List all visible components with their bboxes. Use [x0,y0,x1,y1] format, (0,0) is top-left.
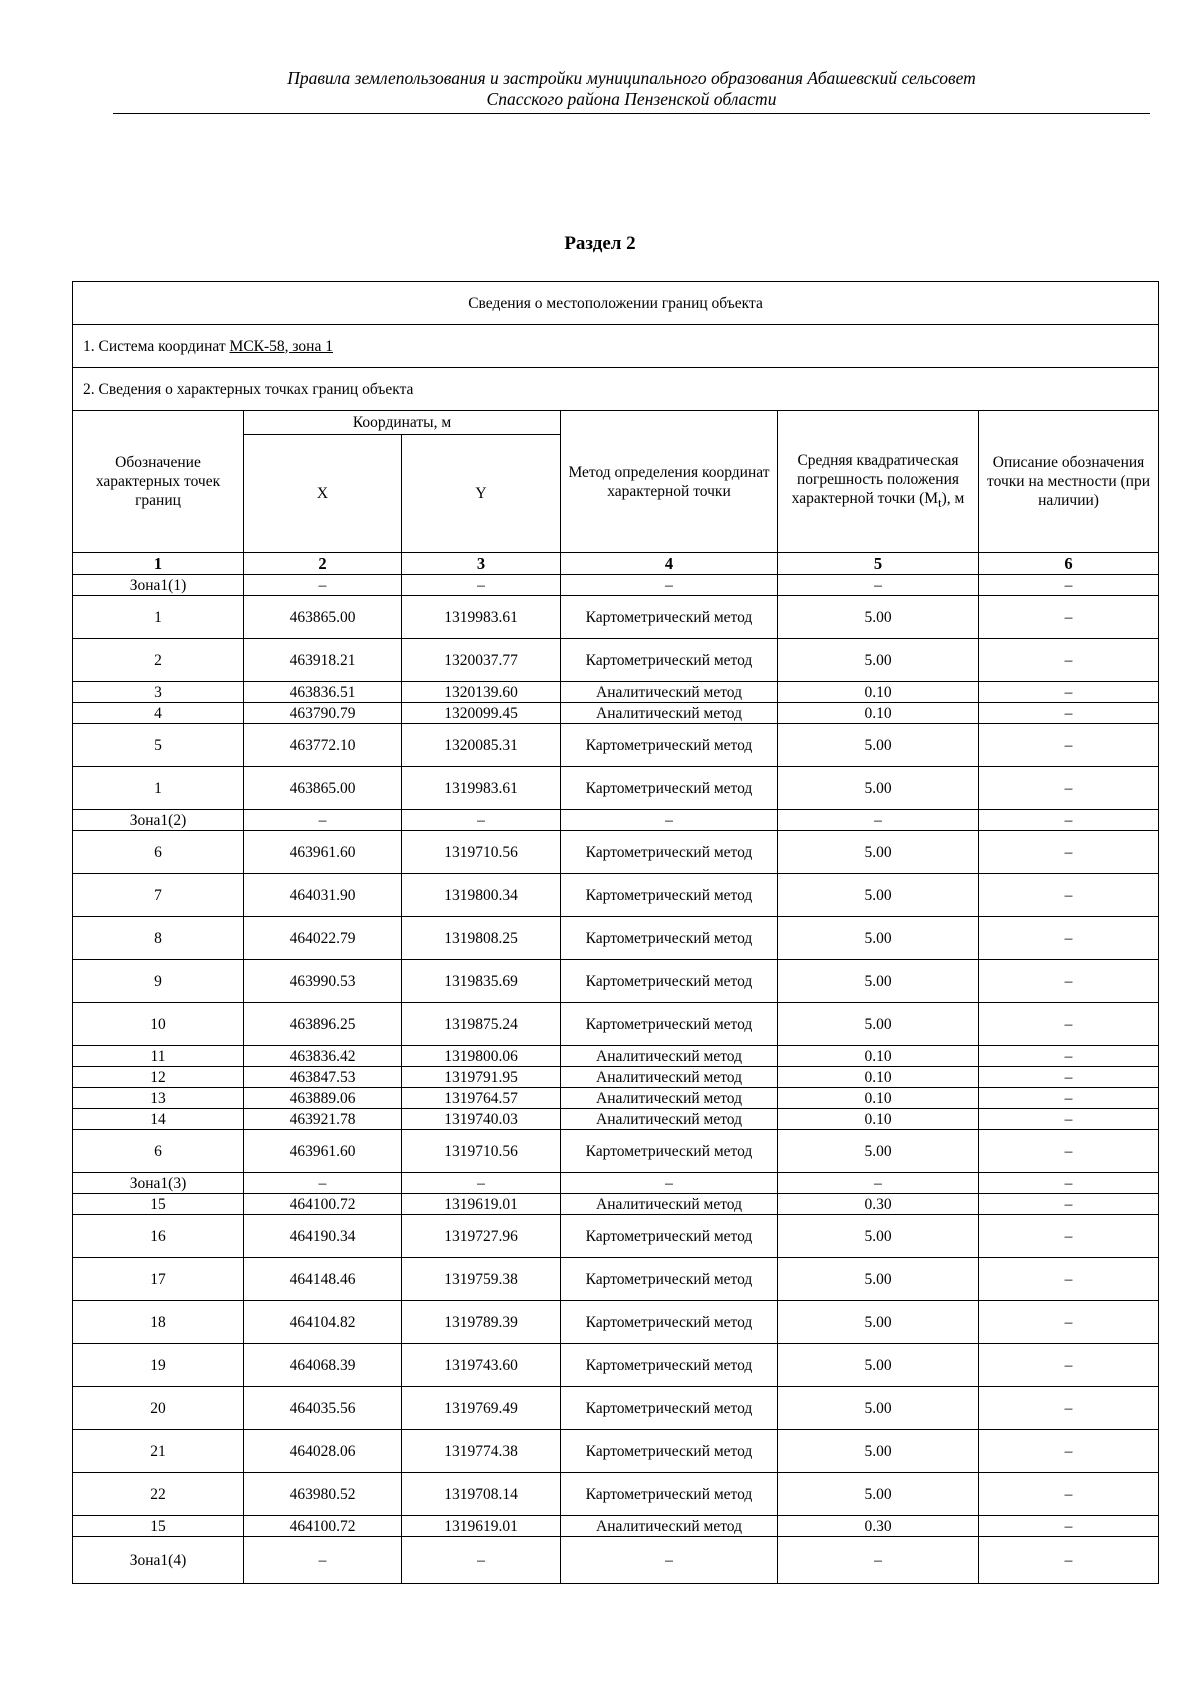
error-cell: 0.10 [778,1046,979,1067]
point-cell: Зона1(2) [73,810,244,831]
description-cell: – [979,1537,1159,1584]
description-cell: – [979,1109,1159,1130]
zone-row [73,1537,1159,1584]
description-cell: – [979,1194,1159,1215]
coord-system-label: 1. Система координат [83,337,230,355]
point-cell: 18 [73,1301,244,1344]
column-numbers-row [73,553,1159,575]
method-cell: Картометрический метод [561,1473,778,1516]
error-cell: 5.00 [778,874,979,917]
error-cell: 5.00 [778,639,979,682]
col-number: 1 [73,553,244,575]
method-cell: Аналитический метод [561,1194,778,1215]
method-cell: – [561,1173,778,1194]
header-error-sub: t [938,495,942,511]
y-cell: 1319710.56 [402,1130,561,1173]
error-cell: – [778,575,979,596]
point-cell: 4 [73,703,244,724]
point-cell: 15 [73,1516,244,1537]
table-row [73,1215,1159,1258]
header-error [778,411,979,553]
method-cell: – [561,810,778,831]
table-row [73,1067,1159,1088]
description-cell: – [979,1067,1159,1088]
description-cell: – [979,874,1159,917]
error-cell: 5.00 [778,724,979,767]
point-cell: 6 [73,1130,244,1173]
error-cell: 5.00 [778,1003,979,1046]
point-cell: 16 [73,1215,244,1258]
col-number: 2 [244,553,402,575]
point-cell: 15 [73,1194,244,1215]
description-cell: – [979,1173,1159,1194]
y-cell: – [402,575,561,596]
x-cell: 463961.60 [244,831,402,874]
x-cell: 463896.25 [244,1003,402,1046]
method-cell: Картометрический метод [561,1344,778,1387]
description-cell: – [979,1516,1159,1537]
table-row [73,596,1159,639]
point-cell: 20 [73,1387,244,1430]
description-cell: – [979,1473,1159,1516]
y-cell: 1319708.14 [402,1473,561,1516]
point-cell: 7 [73,874,244,917]
error-cell: 5.00 [778,1215,979,1258]
point-cell: 14 [73,1109,244,1130]
x-cell: 463836.42 [244,1046,402,1067]
x-cell: 464068.39 [244,1344,402,1387]
header-error-text: Средняя квадратическая погрешность положения характерной точки (M [791,451,960,507]
x-cell: 464104.82 [244,1301,402,1344]
x-cell: 463889.06 [244,1088,402,1109]
description-cell: – [979,682,1159,703]
header-coordinates: Координаты, м [244,411,561,435]
method-cell: Аналитический метод [561,1046,778,1067]
point-cell: 12 [73,1067,244,1088]
error-cell: 0.10 [778,703,979,724]
error-cell: 5.00 [778,917,979,960]
method-cell: Картометрический метод [561,917,778,960]
description-cell: – [979,1430,1159,1473]
error-cell: 0.10 [778,1067,979,1088]
error-cell: 0.10 [778,682,979,703]
point-cell: 11 [73,1046,244,1067]
error-cell: 5.00 [778,1301,979,1344]
method-cell: Картометрический метод [561,960,778,1003]
table-row [73,1109,1159,1130]
error-cell: 0.10 [778,1088,979,1109]
table-row [73,960,1159,1003]
point-cell: 1 [73,767,244,810]
table-row [73,1387,1159,1430]
x-cell: 463790.79 [244,703,402,724]
method-cell: – [561,575,778,596]
table-row [73,639,1159,682]
method-cell: Картометрический метод [561,1130,778,1173]
point-cell: 9 [73,960,244,1003]
y-cell: 1320037.77 [402,639,561,682]
method-cell: Картометрический метод [561,1301,778,1344]
table-row [73,1344,1159,1387]
description-cell: – [979,575,1159,596]
x-cell: 464100.72 [244,1516,402,1537]
point-cell: 5 [73,724,244,767]
description-cell: – [979,1046,1159,1067]
error-cell: – [778,1537,979,1584]
description-cell: – [979,810,1159,831]
x-cell: – [244,575,402,596]
x-cell: 464190.34 [244,1215,402,1258]
point-cell: 19 [73,1344,244,1387]
point-cell: 1 [73,596,244,639]
method-cell: – [561,1537,778,1584]
error-cell: 5.00 [778,1130,979,1173]
y-cell: 1319791.95 [402,1067,561,1088]
method-cell: Аналитический метод [561,1109,778,1130]
x-cell: 464031.90 [244,874,402,917]
description-cell: – [979,1215,1159,1258]
table-title: Сведения о местоположении границ объекта [73,282,1159,325]
method-cell: Аналитический метод [561,1088,778,1109]
x-cell: 464148.46 [244,1258,402,1301]
error-cell: 5.00 [778,1258,979,1301]
y-cell: – [402,810,561,831]
method-cell: Картометрический метод [561,596,778,639]
method-cell: Картометрический метод [561,767,778,810]
description-cell: – [979,596,1159,639]
y-cell: 1319800.34 [402,874,561,917]
x-cell: 464100.72 [244,1194,402,1215]
y-cell: 1319710.56 [402,831,561,874]
method-cell: Картометрический метод [561,1003,778,1046]
error-cell: 5.00 [778,1430,979,1473]
header-line-2: Спасского района Пензенской области [486,89,777,109]
description-cell: – [979,1344,1159,1387]
y-cell: 1319808.25 [402,917,561,960]
x-cell: 464028.06 [244,1430,402,1473]
point-cell: 6 [73,831,244,874]
y-cell: 1319740.03 [402,1109,561,1130]
description-cell: – [979,1130,1159,1173]
error-cell: 5.00 [778,1387,979,1430]
point-cell: 10 [73,1003,244,1046]
error-cell: – [778,1173,979,1194]
description-cell: – [979,1088,1159,1109]
table-body [73,282,1159,1584]
error-cell: 5.00 [778,1473,979,1516]
y-cell: 1320139.60 [402,682,561,703]
description-cell: – [979,639,1159,682]
point-cell: Зона1(3) [73,1173,244,1194]
description-cell: – [979,767,1159,810]
error-cell: 5.00 [778,960,979,1003]
y-cell: 1319983.61 [402,596,561,639]
y-cell: 1320099.45 [402,703,561,724]
point-cell: 2 [73,639,244,682]
y-cell: 1320085.31 [402,724,561,767]
col-number: 6 [979,553,1159,575]
method-cell: Аналитический метод [561,703,778,724]
x-cell: 463865.00 [244,767,402,810]
table-row [73,1258,1159,1301]
point-cell: Зона1(1) [73,575,244,596]
x-cell: 463772.10 [244,724,402,767]
x-cell: 464022.79 [244,917,402,960]
point-cell: 13 [73,1088,244,1109]
y-cell: – [402,1173,561,1194]
col-number: 5 [778,553,979,575]
y-cell: 1319769.49 [402,1387,561,1430]
table-row [73,1194,1159,1215]
method-cell: Картометрический метод [561,724,778,767]
table-row [73,703,1159,724]
point-cell: 3 [73,682,244,703]
point-cell: 21 [73,1430,244,1473]
error-cell: 5.00 [778,767,979,810]
header-designation: Обозначение характерных точек границ [73,411,244,553]
description-cell: – [979,1003,1159,1046]
point-cell: 22 [73,1473,244,1516]
description-cell: – [979,1387,1159,1430]
x-cell: 463990.53 [244,960,402,1003]
x-cell: 463961.60 [244,1130,402,1173]
table-row [73,1473,1159,1516]
table-row [73,1003,1159,1046]
header-line-1: Правила землепользования и застройки муниципального образования Абашевский сельсовет [287,68,976,88]
error-cell: 0.10 [778,1109,979,1130]
y-cell: 1319759.38 [402,1258,561,1301]
header-x: X [244,435,402,553]
error-cell: – [778,810,979,831]
header-description: Описание обозначения точки на местности (при наличии) [979,411,1159,553]
y-cell: – [402,1537,561,1584]
description-cell: – [979,703,1159,724]
table-row [73,767,1159,810]
error-cell: 0.30 [778,1516,979,1537]
method-cell: Картометрический метод [561,1215,778,1258]
x-cell: 463918.21 [244,639,402,682]
method-cell: Картометрический метод [561,874,778,917]
zone-row [73,575,1159,596]
table-row [73,1046,1159,1067]
method-cell: Картометрический метод [561,1430,778,1473]
coord-system-value: МСК-58, зона 1 [229,337,333,355]
col-number: 4 [561,553,778,575]
method-cell: Картометрический метод [561,1258,778,1301]
error-cell: 0.30 [778,1194,979,1215]
col-number: 3 [402,553,561,575]
x-cell: 463921.78 [244,1109,402,1130]
table-row [73,1430,1159,1473]
y-cell: 1319774.38 [402,1430,561,1473]
point-cell: Зона1(4) [73,1537,244,1584]
boundary-points-table [72,281,1159,1584]
error-cell: 5.00 [778,831,979,874]
zone-row [73,810,1159,831]
method-cell: Картометрический метод [561,639,778,682]
method-cell: Картометрический метод [561,1387,778,1430]
header-method: Метод определения координат характерной точки [561,411,778,553]
description-cell: – [979,831,1159,874]
description-cell: – [979,960,1159,1003]
coord-system-cell [73,325,1159,368]
table-row [73,874,1159,917]
y-cell: 1319875.24 [402,1003,561,1046]
page-header [113,68,1150,114]
table-row [73,1130,1159,1173]
method-cell: Аналитический метод [561,682,778,703]
y-cell: 1319619.01 [402,1516,561,1537]
table-row [73,1516,1159,1537]
y-cell: 1319743.60 [402,1344,561,1387]
method-cell: Аналитический метод [561,1067,778,1088]
header-y: Y [402,435,561,553]
x-cell: 463865.00 [244,596,402,639]
method-cell: Аналитический метод [561,1516,778,1537]
header-error-unit: ), м [941,489,965,507]
description-cell: – [979,1301,1159,1344]
x-cell: – [244,810,402,831]
table-row [73,1301,1159,1344]
point-cell: 17 [73,1258,244,1301]
table-row [73,682,1159,703]
error-cell: 5.00 [778,596,979,639]
x-cell: 463836.51 [244,682,402,703]
table-row [73,1088,1159,1109]
section-title: Раздел 2 [564,233,636,254]
description-cell: – [979,724,1159,767]
y-cell: 1319619.01 [402,1194,561,1215]
zone-row [73,1173,1159,1194]
method-cell: Картометрический метод [561,831,778,874]
x-cell: – [244,1173,402,1194]
y-cell: 1319789.39 [402,1301,561,1344]
y-cell: 1319983.61 [402,767,561,810]
description-cell: – [979,1258,1159,1301]
error-cell: 5.00 [778,1344,979,1387]
x-cell: 464035.56 [244,1387,402,1430]
description-cell: – [979,917,1159,960]
x-cell: – [244,1537,402,1584]
x-cell: 463847.53 [244,1067,402,1088]
points-caption: 2. Сведения о характерных точках границ объекта [73,368,1159,411]
table-row [73,917,1159,960]
table-row [73,831,1159,874]
y-cell: 1319800.06 [402,1046,561,1067]
y-cell: 1319764.57 [402,1088,561,1109]
point-cell: 8 [73,917,244,960]
table-row [73,724,1159,767]
y-cell: 1319727.96 [402,1215,561,1258]
x-cell: 463980.52 [244,1473,402,1516]
y-cell: 1319835.69 [402,960,561,1003]
